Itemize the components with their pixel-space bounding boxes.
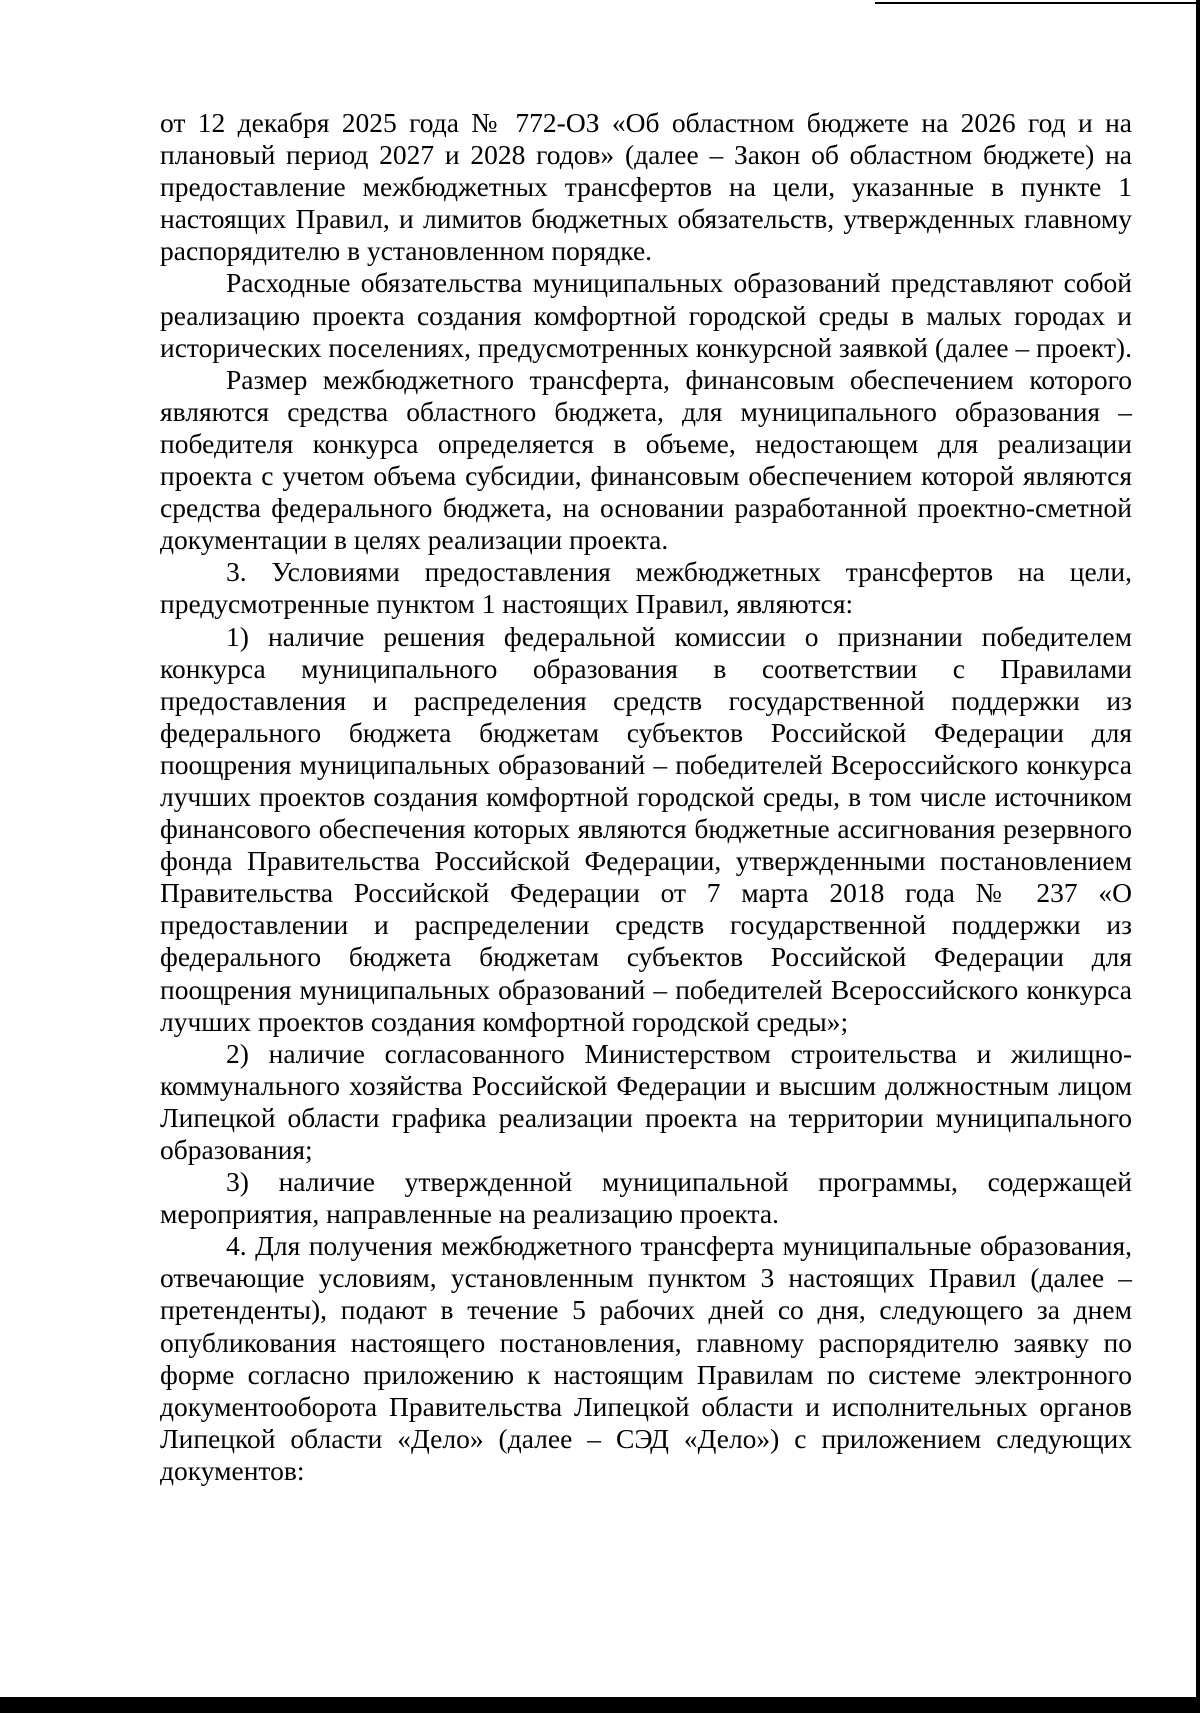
paragraph-condition-3: 3) наличие утвержденной муниципальной программы, содержащей мероприятия, направленные на реализацию проекта.: [160, 1166, 1132, 1230]
scan-right-edge: [1196, 0, 1200, 1713]
paragraph-item-3-conditions: 3. Условиями предоставления межбюджетных трансфертов на цели, предусмотренные пунктом 1 настоящих Правил, являются:: [160, 556, 1132, 620]
document-body: [160, 107, 1132, 1487]
paragraph-budget-law-continuation: от 12 декабря 2025 года № 772-ОЗ «Об областном бюджете на 2026 год и на плановый период 2027 и 2028 годов» (далее – Закон об областном бюджете) на предоставление межбюджетных трансфертов на цели, указанные в пункте 1 настоящих Правил, и лимитов бюджетных обязательств, утвержденных главному распорядителю в установленном порядке.: [160, 107, 1132, 267]
scan-top-edge-line: [875, 2, 1200, 4]
paragraph-expenditure-obligations: Расходные обязательства муниципальных образований представляют собой реализацию проекта создания комфортной городской среды в малых городах и исторических поселениях, предусмотренных конкурсной заявкой (далее – проект).: [160, 267, 1132, 363]
scan-bottom-edge: [0, 1697, 1200, 1713]
paragraph-condition-2: 2) наличие согласованного Министерством строительства и жилищно-коммунального хозяйства Российской Федерации и высшим должностным лицом Липецкой области графика реализации проекта на территории муниципального образования;: [160, 1037, 1132, 1165]
paragraph-item-4-application: 4. Для получения межбюджетного трансферта муниципальные образования, отвечающие условиям, установленным пунктом 3 настоящих Правил (далее – претенденты), подают в течение 5 рабочих дней со дня, следующего за днем опубликования настоящего постановления, главному распорядителю заявку по форме согласно приложению к настоящим Правилам по системе электронного документооборота Правительства Липецкой области и исполнительных органов Липецкой области «Дело» (далее – СЭД «Дело») с приложением следующих документов:: [160, 1230, 1132, 1486]
paragraph-transfer-size: Размер межбюджетного трансферта, финансовым обеспечением которого являются средства областного бюджета, для муниципального образования – победителя конкурса определяется в объеме, недостающем для реализации проекта с учетом объема субсидии, финансовым обеспечением которой являются средства федерального бюджета, на основании разработанной проектно-сметной документации в целях реализации проекта.: [160, 363, 1132, 556]
paragraph-condition-1: 1) наличие решения федеральной комиссии о признании победителем конкурса муниципального образования в соответствии с Правилами предоставления и распределения средств государственной поддержки из федерального бюджета бюджетам субъектов Российской Федерации для поощрения муниципальных образований – победителей Всероссийского конкурса лучших проектов создания комфортной городской среды, в том числе источником финансового обеспечения которых являются бюджетные ассигнования резервного фонда Правительства Российской Федерации, утвержденными постановлением Правительства Российской Федерации от 7 марта 2018 года № 237 «О предоставлении и распределении средств государственной поддержки из федерального бюджета бюджетам субъектов Российской Федерации для поощрения муниципальных образований – победителей Всероссийского конкурса лучших проектов создания комфортной городской среды»;: [160, 620, 1132, 1037]
